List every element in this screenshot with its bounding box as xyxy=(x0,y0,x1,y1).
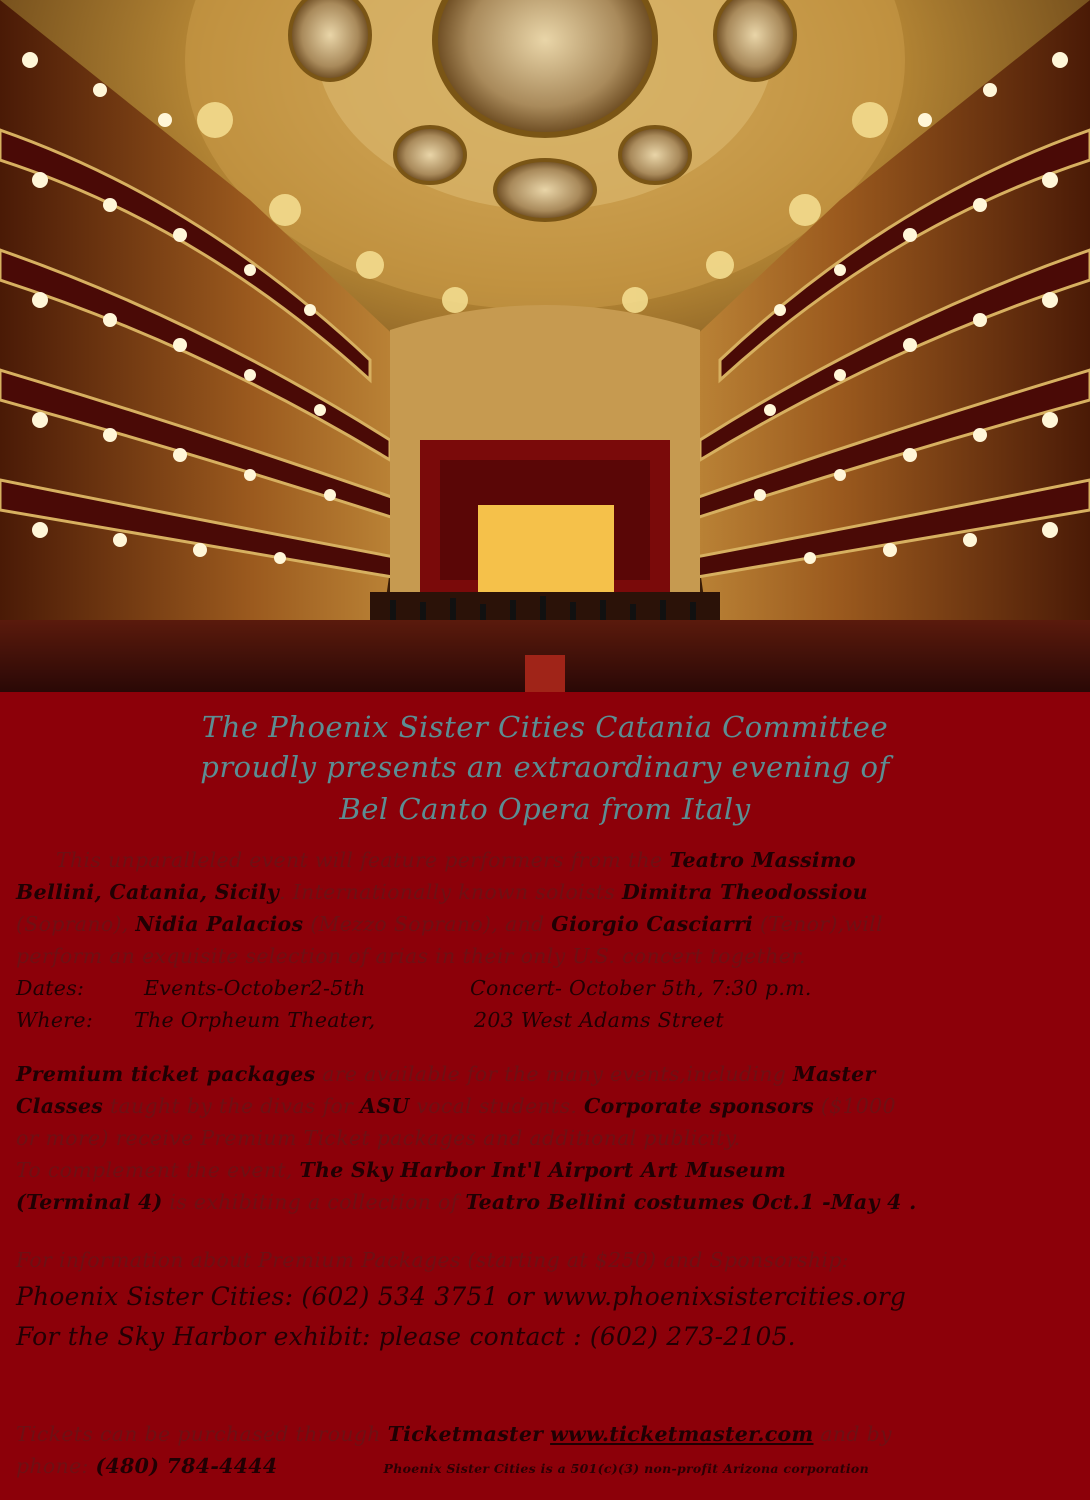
venue-location: Bellini, Catania, Sicily xyxy=(16,880,280,904)
tickets-text: and by xyxy=(813,1422,892,1446)
dates-label: Dates: xyxy=(16,976,85,1000)
event-text-area xyxy=(0,692,1090,1500)
events-dates: Events-October2-5th xyxy=(144,976,366,1000)
heading-line-1: The Phoenix Sister Cities Catania Committee xyxy=(201,710,889,744)
museum-name: The Sky Harbor Int'l Airport Art Museum xyxy=(299,1158,787,1182)
packages-line-2 xyxy=(16,1094,1081,1118)
asu-label: ASU xyxy=(360,1094,410,1118)
packages-line-5 xyxy=(16,1190,1081,1214)
voice-type: (Mezzo Soprano), and xyxy=(303,912,552,936)
phone-label: phone: xyxy=(16,1454,96,1478)
intro-line-3 xyxy=(16,912,1081,936)
where-label: Where: xyxy=(16,1008,94,1032)
concert-date: Concert- October 5th, 7:30 p.m. xyxy=(470,976,812,1000)
venue-name: Teatro Massimo xyxy=(669,848,856,872)
intro-text: . Internationally known soloists xyxy=(279,880,623,904)
sponsor-amount: ($1000 xyxy=(813,1094,896,1118)
packages-line-1 xyxy=(16,1062,1081,1086)
corporate-sponsors: Corporate sponsors xyxy=(584,1094,814,1118)
tickets-text: Tickets can be purchased through xyxy=(16,1422,388,1446)
intro-text: This unparalleled event will feature performers from the xyxy=(56,848,670,872)
psc-contact[interactable]: Phoenix Sister Cities: (602) 534 3751 or www.phoenixsistercities.org xyxy=(16,1282,907,1311)
intro-line-4: perform an exquisite selection of arias in their only U.S. concert together. xyxy=(16,944,806,968)
voice-type: (Soprano), xyxy=(16,912,136,936)
packages-text: vocal students. xyxy=(409,1094,585,1118)
packages-line-4 xyxy=(16,1158,1081,1182)
intro-line-2 xyxy=(16,880,1081,904)
heading-line-2: proudly presents an extraordinary evening of xyxy=(200,750,890,784)
packages-line-3: or more) receive Premium Ticket packages and additional publicity. xyxy=(16,1126,741,1150)
heading-line-3: Bel Canto Opera from Italy xyxy=(339,792,751,826)
intro-line-1 xyxy=(16,848,1081,872)
theater-name: The Orpheum Theater, xyxy=(134,1008,376,1032)
packages-text: taught by the divas for xyxy=(103,1094,360,1118)
theater-address: 203 West Adams Street xyxy=(474,1008,724,1032)
tickets-line-2 xyxy=(16,1454,1081,1478)
packages-text: is exhibiting a collection of xyxy=(162,1190,466,1214)
soloist-name: Nidia Palacios xyxy=(135,912,304,936)
where-row xyxy=(16,1008,1081,1032)
voice-type: (Tenor),will xyxy=(753,912,883,936)
packages-text: are available for the many events,including xyxy=(315,1062,793,1086)
dates-row xyxy=(16,976,1081,1000)
theater-illustration xyxy=(0,0,1090,692)
soloist-name: Dimitra Theodossiou xyxy=(622,880,868,904)
master-label: Master xyxy=(792,1062,876,1086)
costume-exhibit: Teatro Bellini costumes Oct.1 -May 4 . xyxy=(465,1190,917,1214)
ticketmaster-label: Ticketmaster xyxy=(387,1422,544,1446)
ticket-phone[interactable]: (480) 784-4444 xyxy=(95,1454,278,1478)
terminal-label: (Terminal 4) xyxy=(16,1190,163,1214)
nonprofit-note: Phoenix Sister Cities is a 501(c)(3) non-profit Arizona corporation xyxy=(383,1461,869,1476)
info-line: For information about Premium Packages (starting at $250) and Sponsorship: xyxy=(16,1248,849,1272)
tickets-line-1 xyxy=(16,1422,1081,1446)
premium-packages: Premium ticket packages xyxy=(16,1062,316,1086)
soloist-name: Giorgio Casciarri xyxy=(551,912,754,936)
ticketmaster-link[interactable]: www.ticketmaster.com xyxy=(550,1422,814,1446)
classes-label: Classes xyxy=(16,1094,104,1118)
packages-text: To complement the event, xyxy=(16,1158,300,1182)
sky-harbor-contact[interactable]: For the Sky Harbor exhibit: please contact : (602) 273-2105. xyxy=(16,1322,796,1351)
opera-house-photo xyxy=(0,0,1090,692)
